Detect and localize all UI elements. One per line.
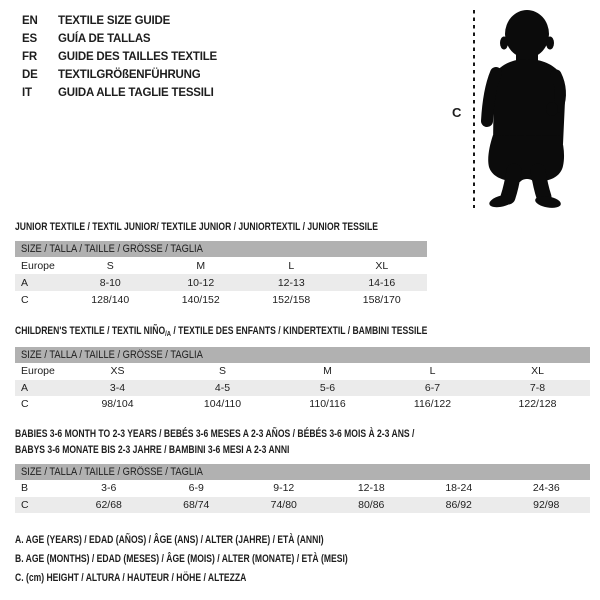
age-cell: 14-16 <box>368 276 396 289</box>
height-cell: 62/68 <box>95 498 122 511</box>
table-row-height <box>15 291 427 308</box>
age-cell: 8-10 <box>99 276 121 289</box>
row-label: C <box>21 398 29 411</box>
size-header-band <box>15 241 427 257</box>
size-cell: XL <box>531 365 544 378</box>
height-cell: 122/128 <box>518 398 557 411</box>
height-cell: 140/152 <box>181 293 220 306</box>
baby-shorts <box>488 135 564 182</box>
height-cell: 98/104 <box>101 398 134 411</box>
table-row-height <box>15 497 590 514</box>
language-row-en <box>22 12 217 30</box>
language-label: TEXTILE SIZE GUIDE <box>58 15 171 27</box>
age-cell: 3-6 <box>101 482 117 495</box>
height-measure-label: C <box>452 105 462 120</box>
row-label: B <box>21 482 29 495</box>
language-label: GUIDE DES TAILLES TEXTILE <box>58 51 217 63</box>
size-header-text: SIZE / TALLA / TAILLE / GRÖSSE / TAGLIA <box>21 466 203 478</box>
age-cell: 9-12 <box>273 482 295 495</box>
table-row-age <box>15 274 427 291</box>
age-cell: 12-13 <box>277 276 305 289</box>
table-row-europe <box>15 257 427 274</box>
legend-line-c: C. (cm) HEIGHT / ALTURA / HAUTEUR / HÖHE / ALTEZZA <box>15 572 247 584</box>
age-cell: 7-8 <box>529 381 546 394</box>
height-cell: 128/140 <box>91 293 130 306</box>
size-header-text: SIZE / TALLA / TAILLE / GRÖSSE / TAGLIA <box>21 349 203 361</box>
language-code: IT <box>22 87 32 99</box>
language-label: TEXTILGRÖßENFÜHRUNG <box>58 69 201 81</box>
height-cell: 80/86 <box>358 498 385 511</box>
language-label: GUÍA DE TALLAS <box>58 33 151 45</box>
baby-leg-right <box>538 171 544 197</box>
children-size-table <box>15 347 590 413</box>
size-header-band <box>15 464 590 480</box>
babies-title-line1: BABIES 3-6 MONTH TO 2-3 YEARS / BEBÉS 3-6 MESES A 2-3 AÑOS / BÉBÉS 3-6 MOIS À 2-3 ANS / <box>15 428 415 440</box>
size-cell: L <box>288 259 295 272</box>
age-cell: 18-24 <box>445 482 473 495</box>
language-row-de <box>22 66 217 84</box>
age-cell: 10-12 <box>187 276 215 289</box>
table-row-height <box>15 396 590 413</box>
height-cell: 158/170 <box>362 293 401 306</box>
size-header-band <box>15 347 590 363</box>
row-label: A <box>21 381 29 394</box>
height-cell: 104/110 <box>203 398 242 411</box>
height-cell: 116/122 <box>413 398 452 411</box>
language-header <box>22 12 217 102</box>
language-label: GUIDA ALLE TAGLIE TESSILI <box>58 87 214 99</box>
children-section-title: CHILDREN'S TEXTILE / TEXTIL $NIÑO_{/A}$ / TEXTILE DES ENFANTS / KINDERTEXTIL / BAMBINI TESSILE <box>15 325 428 338</box>
age-cell: 24-36 <box>532 482 560 495</box>
size-cell: L <box>429 365 436 378</box>
row-label: C <box>21 498 29 511</box>
height-cell: 92/98 <box>533 498 560 511</box>
size-cell: XL <box>375 259 389 272</box>
language-code: ES <box>22 33 37 45</box>
table-row-age-months <box>15 480 590 497</box>
size-cell: S <box>218 365 226 378</box>
junior-section-title: JUNIOR TEXTILE / TEXTIL JUNIOR/ TEXTILE JUNIOR / JUNIORTEXTIL / JUNIOR TESSILE <box>15 221 378 233</box>
babies-size-table <box>15 464 590 513</box>
height-cell: 152/158 <box>272 293 311 306</box>
table-row-europe <box>15 363 590 380</box>
row-label: Europe <box>21 259 55 272</box>
age-cell: 6-7 <box>424 381 441 394</box>
legend-line-a: A. AGE (YEARS) / EDAD (AÑOS) / ÂGE (ANS) / ALTER (JAHRE) / ETÀ (ANNI) <box>15 534 324 546</box>
language-row-it <box>22 84 217 102</box>
size-cell: S <box>106 259 114 272</box>
table-row-age <box>15 380 590 397</box>
height-measure-dotted-line <box>473 10 475 208</box>
baby-ear-left <box>500 37 508 50</box>
row-label: A <box>21 276 29 289</box>
babies-title-line2: BABYS 3-6 MONATE BIS 2-3 JAHRE / BAMBINI 3-6 MESI A 2-3 ANNI <box>15 444 290 456</box>
baby-silhouette <box>482 9 566 209</box>
measure-legend <box>15 531 442 588</box>
junior-size-table <box>15 241 427 308</box>
age-cell: 12-18 <box>357 482 385 495</box>
legend-line-b: B. AGE (MONTHS) / EDAD (MESES) / ÂGE (MOIS) / ALTER (MONATE) / ETÀ (MESI) <box>15 553 348 565</box>
size-header-text: SIZE / TALLA / TAILLE / GRÖSSE / TAGLIA <box>21 243 203 255</box>
height-cell: 68/74 <box>183 498 210 511</box>
size-cell: M <box>323 365 332 378</box>
language-row-fr <box>22 48 217 66</box>
age-cell: 6-9 <box>188 482 204 495</box>
age-cell: 5-6 <box>319 381 336 394</box>
height-cell: 74/80 <box>270 498 297 511</box>
age-cell: 4-5 <box>214 381 231 394</box>
language-code: FR <box>22 51 37 63</box>
size-cell: M <box>196 259 206 272</box>
row-label: Europe <box>21 365 55 378</box>
height-cell: 86/92 <box>445 498 472 511</box>
language-row-es <box>22 30 217 48</box>
language-code: EN <box>22 15 38 27</box>
baby-hand-right <box>546 102 558 116</box>
nino-a-subscript: /A <box>165 329 171 338</box>
height-cell: 110/116 <box>309 398 346 411</box>
age-cell: 3-4 <box>109 381 126 394</box>
babies-section-title <box>15 426 527 458</box>
size-cell: XS <box>110 365 125 378</box>
baby-ear-right <box>546 37 554 50</box>
language-code: DE <box>22 69 38 81</box>
baby-leg-left <box>508 171 514 197</box>
row-label: C <box>21 293 29 306</box>
baby-arm-right <box>556 75 560 107</box>
